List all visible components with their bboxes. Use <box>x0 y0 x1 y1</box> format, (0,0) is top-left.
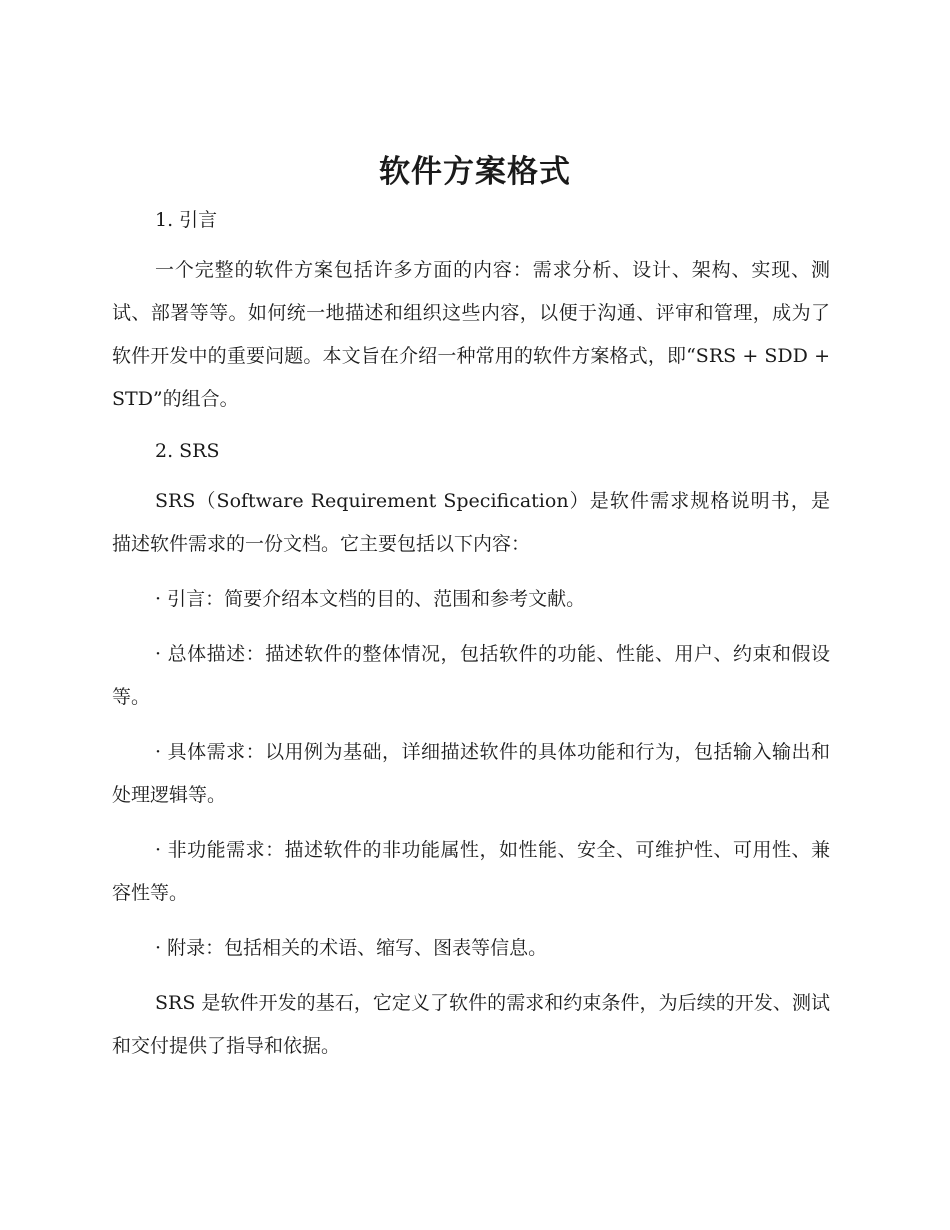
list-item-specific-requirements: · 具体需求：以用例为基础，详细描述软件的具体功能和行为，包括输入输出和处理逻辑等。 <box>112 741 830 806</box>
list-item-overall-description: · 总体描述：描述软件的整体情况，包括软件的功能、性能、用户、约束和假设等。 <box>112 643 830 708</box>
section-heading-introduction: 1. 引言 <box>155 209 218 231</box>
list-item-appendix: · 附录：包括相关的术语、缩写、图表等信息。 <box>155 937 548 959</box>
list-item-nonfunctional-requirements: · 非功能需求：描述软件的非功能属性，如性能、安全、可维护性、可用性、兼容性等。 <box>112 839 830 904</box>
paragraph-srs-definition: SRS（Software Requirement Specification）是软件需求规格说明书，是描述软件需求的一份文档。它主要包括以下内容： <box>112 490 830 555</box>
paragraph-srs-summary: SRS 是软件开发的基石，它定义了软件的需求和约束条件，为后续的开发、测试和交付提供了指导和依据。 <box>112 992 830 1057</box>
paragraph-introduction: 一个完整的软件方案包括许多方面的内容：需求分析、设计、架构、实现、测试、部署等等。如何统一地描述和组织这些内容，以便于沟通、评审和管理，成为了软件开发中的重要问题。本文旨在介绍一种常用的软件方案格式，即“SRS + SDD + STD”的组合。 <box>112 259 830 410</box>
document-title: 软件方案格式 <box>379 154 571 190</box>
section-heading-srs: 2. SRS <box>155 440 220 462</box>
list-item-introduction: · 引言：简要介绍本文档的目的、范围和参考文献。 <box>155 588 586 610</box>
document-body <box>112 203 830 1068</box>
